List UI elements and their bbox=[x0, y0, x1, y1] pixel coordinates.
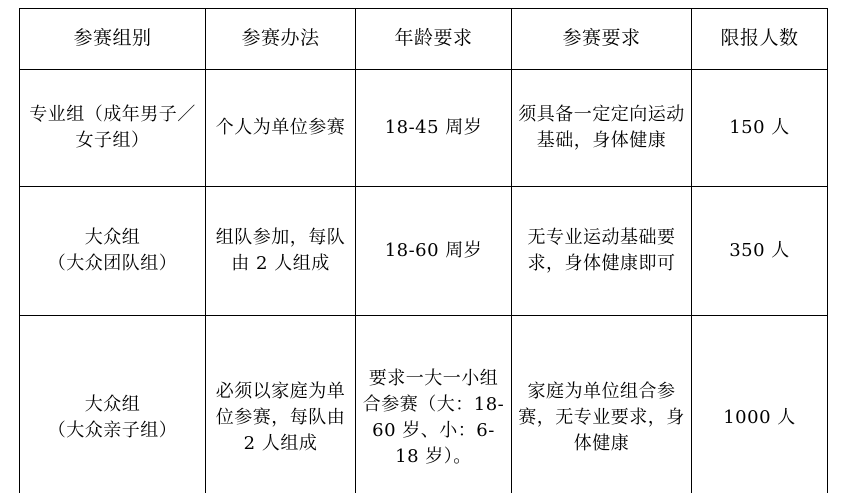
table-row bbox=[20, 316, 828, 493]
cell-limit-professional: 150 人 bbox=[692, 70, 828, 187]
cell-group-public-team bbox=[20, 187, 206, 316]
group-name: 大众组 bbox=[84, 226, 141, 248]
cell-age-public-family: 要求一大一小组合参赛（大：18-60 岁、小：6-18 岁）。 bbox=[356, 316, 512, 493]
table-header-row bbox=[20, 9, 828, 70]
cell-group-public-family bbox=[20, 316, 206, 493]
cell-age-professional: 18-45 周岁 bbox=[356, 70, 512, 187]
column-header-method: 参赛办法 bbox=[206, 9, 356, 70]
cell-requirement-professional: 须具备一定定向运动基础，身体健康 bbox=[512, 70, 692, 187]
cell-method-professional: 个人为单位参赛 bbox=[206, 70, 356, 187]
cell-group-professional: 专业组（成年男子／女子组） bbox=[20, 70, 206, 187]
cell-requirement-public-family: 家庭为单位组合参赛，无专业要求，身体健康 bbox=[512, 316, 692, 493]
table-header bbox=[20, 9, 828, 70]
cell-method-public-team: 组队参加，每队由 2 人组成 bbox=[206, 187, 356, 316]
cell-age-public-team: 18-60 周岁 bbox=[356, 187, 512, 316]
table-row bbox=[20, 187, 828, 316]
competition-group-table bbox=[19, 8, 828, 493]
column-header-requirement: 参赛要求 bbox=[512, 9, 692, 70]
column-header-limit: 限报人数 bbox=[692, 9, 828, 70]
table-row bbox=[20, 70, 828, 187]
table-body bbox=[20, 70, 828, 493]
group-subname: （大众亲子组） bbox=[47, 420, 178, 441]
column-header-age: 年龄要求 bbox=[356, 9, 512, 70]
group-subname: （大众团队组） bbox=[47, 253, 178, 274]
cell-requirement-public-team: 无专业运动基础要求，身体健康即可 bbox=[512, 187, 692, 316]
column-header-group: 参赛组别 bbox=[20, 9, 206, 70]
cell-limit-public-team: 350 人 bbox=[692, 187, 828, 316]
cell-method-public-family: 必须以家庭为单位参赛，每队由 2 人组成 bbox=[206, 316, 356, 493]
group-name: 大众组 bbox=[84, 393, 141, 415]
cell-limit-public-family: 1000 人 bbox=[692, 316, 828, 493]
